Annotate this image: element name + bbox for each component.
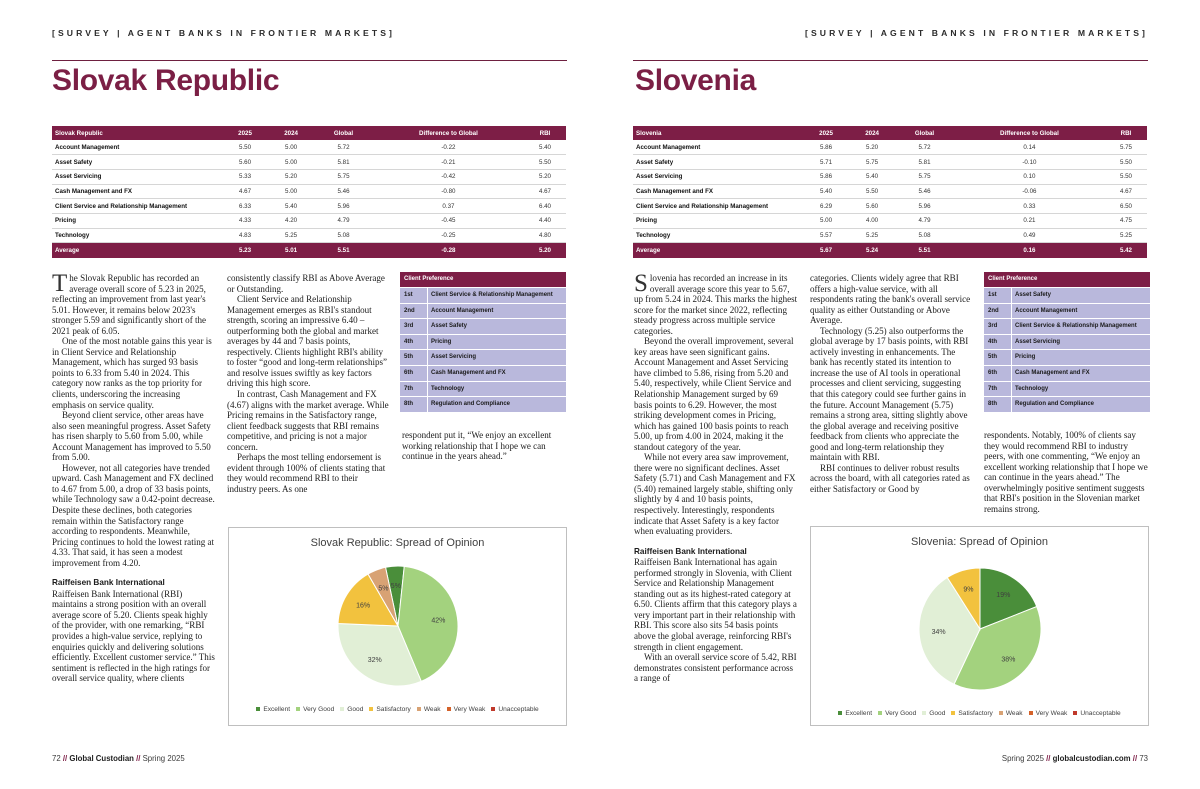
value-cell: 4.83 [222, 228, 268, 243]
preference-row [984, 334, 1150, 350]
legend-item [296, 706, 334, 713]
legend-item [256, 706, 290, 713]
table-row [52, 228, 566, 243]
preference-title: Client Preference [984, 272, 1150, 287]
legend-label: Unacceptable [498, 706, 539, 713]
page-title: Slovenia [635, 64, 756, 97]
paragraph: Technology (5.25) also outperforms the global average by 17 basis points, with RBI actively investing in enhancements. The bank has recently stated its intention to increase the use of AI tools in operational processes and client servicing, suggesting that this category could see further gains in the future. Account Management (5.75) remains a strong area, sitting slightly above the global average and receiving positive feedback from clients who appreciate the good and long-term relationship they maintain with RBI. [810, 325, 969, 463]
rank: 7th [400, 382, 428, 397]
rank-label: Client Service & Relationship Management [1015, 323, 1137, 330]
preference-row [984, 365, 1150, 381]
legend-item [491, 706, 538, 713]
column-header: 2024 [268, 126, 314, 140]
column-header: 2024 [849, 126, 895, 140]
value-cell: 0.14 [954, 140, 1105, 155]
table-header-row [633, 126, 1147, 140]
value-cell: 5.23 [222, 243, 268, 258]
category-cell: Pricing [52, 213, 222, 228]
rank: 4th [400, 335, 428, 350]
survey-header: [SURVEY | AGENT BANKS IN FRONTIER MARKETS] [52, 28, 396, 38]
value-cell: 0.16 [954, 243, 1105, 258]
value-cell: 5.96 [895, 199, 954, 214]
chart-legend [811, 710, 1148, 717]
paragraph: consistently classify RBI as Above Average or Outstanding. [227, 273, 385, 294]
paragraph: Client Service and Relationship Management emerges as RBI's standout strength, scoring an impressive 6.40 – outperforming both the global and market averages by 44 and 7 basis points, respectively. Clients highlight RBI's ability to foster “good and long-term relationships” and resolve issues swiftly as key factors driving this high score. [227, 294, 388, 389]
column-header: Difference to Global [373, 126, 524, 140]
value-cell: 5.25 [849, 228, 895, 243]
category-cell: Asset Safety [52, 155, 222, 170]
preference-row [400, 381, 566, 397]
article-column-3 [984, 430, 1150, 514]
page-number: 73 [1139, 754, 1148, 763]
legend-swatch [878, 711, 882, 715]
value-cell: 5.40 [849, 169, 895, 184]
rank: 1st [984, 288, 1012, 303]
issue-label: Spring 2025 [1001, 754, 1044, 763]
legend-label: Satisfactory [376, 706, 411, 713]
article-column-3 [402, 430, 564, 462]
header-rule [633, 60, 1148, 61]
rank-label: Regulation and Compliance [431, 401, 511, 408]
paragraph: Perhaps the most telling endorsement is evident through 100% of clients stating that they would recommend RBI to their industry peers. As one [227, 452, 386, 494]
preference-row [984, 349, 1150, 365]
chart-title: Slovak Republic: Spread of Opinion [310, 537, 485, 549]
table-row [633, 213, 1147, 228]
legend-swatch [256, 707, 260, 711]
legend-swatch [340, 707, 344, 711]
value-cell: 4.79 [314, 213, 373, 228]
paragraph: Raiffeisen Bank International has again performed strongly in Slovenia, with Client Service and Relationship Management standing out as its highest-rated category at 6.50. Clients affirm that this category plays a very important part in their relationship with RBI. This score also sits 54 basis points above the global average, reinforcing RBI's strength in client engagement. [634, 557, 797, 652]
article-column-2 [810, 273, 974, 494]
paragraph: categories. Clients widely agree that RBI offers a high-value service, with all respondents rating the bank's overall service quality as either Outstanding or Above Average. [810, 273, 971, 326]
paragraph: With an overall service score of 5.42, RBI demonstrates consistent performance across a range of [634, 652, 797, 684]
survey-header: [SURVEY | AGENT BANKS IN FRONTIER MARKETS] [804, 28, 1148, 38]
score-table [633, 126, 1147, 258]
value-cell: -0.21 [373, 155, 524, 170]
rank-label: Cash Management and FX [431, 369, 506, 376]
rank-label: Cash Management and FX [1015, 369, 1090, 376]
paragraph: Beyond client service, other areas have also seen meaningful progress. Asset Safety has risen sharply to 5.60 from 5.00, while Account Management has improved to 5.50 from 5.00. [52, 410, 211, 463]
paragraph: Slovenia has recorded an increase in its overall average score this year to 5.67, up from 5.24 in 2024. This marks the highest score for the market since 2022, reflecting steady progress across multiple service categories. [634, 270, 798, 336]
column-header: 2025 [222, 126, 268, 140]
legend-item [447, 706, 486, 713]
client-preference-box [400, 272, 566, 412]
paragraph: respondent put it, “We enjoy an excellent working relationship that I hope we can continue in the years ahead.” [402, 430, 552, 462]
value-cell: 5.08 [314, 228, 373, 243]
value-cell: 0.10 [954, 169, 1105, 184]
value-cell: 5.20 [524, 169, 566, 184]
issue-label: Spring 2025 [142, 754, 185, 763]
legend-swatch [999, 711, 1003, 715]
value-cell: 5.72 [895, 140, 954, 155]
value-cell: 5.46 [314, 184, 373, 199]
rank-label: Asset Servicing [1015, 338, 1061, 345]
pie-data-label: 38% [1001, 656, 1016, 664]
chart-box-slovakia [228, 527, 567, 726]
rank-label: Asset Safety [431, 323, 468, 330]
table-row [52, 155, 566, 170]
category-cell: Cash Management and FX [52, 184, 222, 199]
value-cell: 5.20 [524, 243, 566, 258]
article-column-1 [634, 270, 798, 684]
pie-data-label: 42% [431, 617, 446, 625]
value-cell: 5.81 [314, 155, 373, 170]
table-row [633, 184, 1147, 199]
paragraph: Beyond the overall improvement, several key areas have seen significant gains. Account Management and Asset Servicing have climbed to 5.86, rising from 5.20 and 5.40, respectively, while Client Service and Relationship Management surged by 69 basis points to 6.29. However, the most striking development comes in Pricing, which has gained 100 basis points to reach 5.00, up from 4.00 in 2024, making it the standout category of the year. [634, 336, 794, 452]
category-cell: Asset Safety [633, 155, 803, 170]
value-cell: 5.75 [314, 169, 373, 184]
website-link[interactable]: globalcustodian.com [1052, 754, 1131, 763]
value-cell: -0.80 [373, 184, 524, 199]
rank: 6th [984, 366, 1012, 381]
category-cell: Account Management [633, 140, 803, 155]
value-cell: 0.49 [954, 228, 1105, 243]
value-cell: 5.25 [1105, 228, 1147, 243]
rank-label: Technology [1015, 385, 1049, 392]
value-cell: 5.46 [895, 184, 954, 199]
legend-swatch [491, 707, 495, 711]
rank: 8th [400, 397, 428, 412]
value-cell: 4.67 [1105, 184, 1147, 199]
value-cell: 5.42 [1105, 243, 1147, 258]
preference-row [400, 349, 566, 365]
legend-item [838, 710, 872, 717]
value-cell: 0.21 [954, 213, 1105, 228]
preference-row [984, 381, 1150, 397]
rank: 4th [984, 335, 1012, 350]
legend-item [1029, 710, 1068, 717]
legend-swatch [296, 707, 300, 711]
paragraph: respondents. Notably, 100% of clients say they would recommend RBI to industry peers, with one commenting, “We enjoy an excellent working relationship that I hope we can continue in the years ahead.” The overwhelmingly positive sentiment suggests that RBI's position in the Slovenian market remains strong. [984, 430, 1148, 514]
legend-swatch [838, 711, 842, 715]
preference-title: Client Preference [400, 272, 566, 287]
legend-swatch [1029, 711, 1033, 715]
value-cell: 5.86 [803, 169, 849, 184]
rank-label: Pricing [431, 338, 452, 345]
value-cell: 5.40 [268, 199, 314, 214]
rank-label: Asset Servicing [431, 354, 477, 361]
value-cell: 6.29 [803, 199, 849, 214]
footer-separator: // [62, 754, 68, 763]
value-cell: 5.72 [314, 140, 373, 155]
pie-chart [337, 565, 459, 687]
chart-legend [229, 706, 566, 713]
category-cell: Average [633, 243, 803, 258]
legend-label: Very Weak [1035, 710, 1068, 717]
rank: 1st [400, 288, 428, 303]
value-cell: 5.60 [222, 155, 268, 170]
value-cell: 5.50 [524, 155, 566, 170]
chart-title: Slovenia: Spread of Opinion [911, 536, 1048, 548]
legend-label: Excellent [263, 706, 291, 713]
preference-row [984, 303, 1150, 319]
legend-swatch [369, 707, 373, 711]
value-cell: 5.33 [222, 169, 268, 184]
value-cell: 5.75 [1105, 140, 1147, 155]
table-header-row [52, 126, 566, 140]
pie-data-label: 32% [367, 657, 382, 665]
drop-cap: T [52, 270, 68, 297]
category-cell: Cash Management and FX [633, 184, 803, 199]
value-cell: 6.33 [222, 199, 268, 214]
article-column-1 [52, 270, 215, 684]
legend-item [922, 710, 945, 717]
legend-swatch [951, 711, 955, 715]
value-cell: 4.75 [1105, 213, 1147, 228]
table-row [52, 199, 566, 214]
pie-chart [918, 567, 1042, 691]
preference-row [984, 318, 1150, 334]
rank: 2nd [984, 304, 1012, 319]
page-footer [1002, 754, 1148, 763]
value-cell: 4.20 [268, 213, 314, 228]
category-cell: Technology [633, 228, 803, 243]
category-cell: Technology [52, 228, 222, 243]
value-cell: 4.80 [524, 228, 566, 243]
page-footer [52, 754, 185, 763]
rank: 5th [400, 350, 428, 365]
value-cell: 5.50 [222, 140, 268, 155]
value-cell: 4.33 [222, 213, 268, 228]
preference-row [984, 396, 1150, 412]
value-cell: 5.00 [268, 155, 314, 170]
table-row [633, 155, 1147, 170]
legend-label: Weak [1005, 710, 1023, 717]
legend-label: Satisfactory [958, 710, 993, 717]
table-row [633, 199, 1147, 214]
category-cell: Client Service and Relationship Management [52, 199, 222, 214]
pie-data-label: 19% [996, 592, 1011, 600]
value-cell: 0.33 [954, 199, 1105, 214]
category-cell: Account Management [52, 140, 222, 155]
legend-label: Unacceptable [1080, 710, 1121, 717]
preference-row [400, 303, 566, 319]
value-cell: 5.20 [268, 169, 314, 184]
publication-name: Global Custodian [69, 754, 134, 763]
value-cell: 5.01 [268, 243, 314, 258]
legend-label: Very Good [303, 706, 335, 713]
table-row [633, 228, 1147, 243]
legend-label: Weak [423, 706, 441, 713]
preference-row [400, 287, 566, 303]
preference-row [984, 287, 1150, 303]
value-cell: 5.81 [895, 155, 954, 170]
table-row [52, 184, 566, 199]
value-cell: 4.79 [895, 213, 954, 228]
value-cell: -0.28 [373, 243, 524, 258]
section-heading: Raiffeisen Bank International [634, 546, 747, 556]
paragraph: In contrast, Cash Management and FX (4.67) aligns with the market average. While Pricing remains in the Satisfactory range, client feedback suggests that RBI remains competitive, and pricing is not a major concern. [227, 389, 389, 452]
value-cell: 5.50 [849, 184, 895, 199]
header-rule [52, 60, 567, 61]
rank: 3rd [984, 319, 1012, 334]
rank: 3rd [400, 319, 428, 334]
legend-item [999, 710, 1023, 717]
value-cell: 5.96 [314, 199, 373, 214]
value-cell: 5.20 [849, 140, 895, 155]
legend-item [1073, 710, 1120, 717]
paragraph: Raiffeisen Bank International (RBI) maintains a strong position with an overall average score of 5.20. Clients speak highly of the provider, with one remarking, “RBI provides a high-value service, replying to enquiries quickly and delivering solutions efficiently. Excellent customer service.” This sentiment is reflected in the high ratings for overall service quality, where clients [52, 588, 215, 684]
value-cell: 5.75 [849, 155, 895, 170]
value-cell: 4.40 [524, 213, 566, 228]
value-cell: 5.24 [849, 243, 895, 258]
value-cell: 5.67 [803, 243, 849, 258]
value-cell: 6.40 [524, 199, 566, 214]
footer-separator: // [1046, 754, 1051, 763]
category-cell: Asset Servicing [633, 169, 803, 184]
rank-label: Regulation and Compliance [1015, 401, 1095, 408]
pie-data-label: 5% [390, 582, 401, 590]
chart-box-slovenia [810, 526, 1149, 726]
paragraph: However, not all categories have trended upward. Cash Management and FX declined to 4.67 from 5.00, a drop of 33 basis points, while Technology saw a 0.42-point decrease. Despite these declines, both categories remain within the Satisfactory range according to respondents. Meanwhile, Pricing continues to hold the lowest rating at 4.33. That said, it has seen a modest improvement from 4.20. [52, 462, 215, 568]
category-cell: Asset Servicing [52, 169, 222, 184]
value-cell: 5.86 [803, 140, 849, 155]
paragraph: The Slovak Republic has recorded an average overall score of 5.23 in 2025, reflecting an improvement from last year's 5.01. However, it remains below 2023's stronger 5.59 and significantly short of the 2021 peak of 6.05. [52, 270, 207, 336]
paragraph: RBI continues to deliver robust results across the board, with all categories rated as either Satisfactory or Good by [810, 462, 970, 494]
value-cell: -0.45 [373, 213, 524, 228]
legend-swatch [1073, 711, 1077, 715]
column-header: Difference to Global [954, 126, 1105, 140]
legend-item [340, 706, 363, 713]
value-cell: 5.51 [895, 243, 954, 258]
value-cell: 5.40 [524, 140, 566, 155]
legend-label: Good [347, 706, 364, 713]
value-cell: -0.22 [373, 140, 524, 155]
rank: 2nd [400, 304, 428, 319]
table-row [52, 140, 566, 155]
value-cell: 5.00 [803, 213, 849, 228]
rank-label: Account Management [431, 307, 494, 314]
column-header: Global [314, 126, 373, 140]
drop-cap: S [634, 270, 648, 297]
value-cell: -0.25 [373, 228, 524, 243]
paragraph: While not every area saw improvement, there were no significant declines. Asset Safety (5.71) and Cash Management and FX (5.40) remained largely stable, shifting only slightly by 4 and 10 basis points, respectively. Interestingly, respondents indicate that Asset Safety is a key factor when evaluating providers. [634, 452, 796, 537]
score-table [52, 126, 566, 258]
average-row [52, 243, 566, 258]
legend-item [878, 710, 916, 717]
value-cell: 0.37 [373, 199, 524, 214]
rank: 8th [984, 397, 1012, 412]
column-header: Global [895, 126, 954, 140]
value-cell: 4.00 [849, 213, 895, 228]
category-cell: Average [52, 243, 222, 258]
preference-row [400, 396, 566, 412]
value-cell: 5.71 [803, 155, 849, 170]
legend-swatch [447, 707, 451, 711]
section-heading: Raiffeisen Bank International [52, 578, 165, 588]
value-cell: 5.08 [895, 228, 954, 243]
table-row [52, 169, 566, 184]
column-header: 2025 [803, 126, 849, 140]
pie-data-label: 16% [356, 602, 371, 610]
value-cell: 4.67 [222, 184, 268, 199]
legend-label: Very Weak [453, 706, 486, 713]
client-preference-box [984, 272, 1150, 412]
legend-item [951, 710, 992, 717]
value-cell: -0.42 [373, 169, 524, 184]
rank-label: Asset Safety [1015, 292, 1052, 298]
value-cell: 5.25 [268, 228, 314, 243]
column-header: Slovak Republic [52, 126, 222, 140]
value-cell: 5.00 [268, 140, 314, 155]
column-header: Slovenia [633, 126, 803, 140]
category-cell: Client Service and Relationship Management [633, 199, 803, 214]
preference-row [400, 334, 566, 350]
article-column-2 [227, 273, 389, 494]
value-cell: -0.06 [954, 184, 1105, 199]
preference-row [400, 365, 566, 381]
footer-separator: // [136, 754, 141, 763]
value-cell: 6.50 [1105, 199, 1147, 214]
pie-data-label: 5% [378, 585, 389, 593]
table-row [633, 169, 1147, 184]
legend-label: Good [929, 710, 946, 717]
legend-swatch [417, 707, 421, 711]
preference-row [400, 318, 566, 334]
rank: 6th [400, 366, 428, 381]
value-cell: 5.75 [895, 169, 954, 184]
rank-label: Client Service & Relationship Management [431, 292, 553, 298]
value-cell: 5.50 [1105, 155, 1147, 170]
right-page [600, 0, 1200, 789]
category-cell: Pricing [633, 213, 803, 228]
value-cell: 5.60 [849, 199, 895, 214]
pie-data-label: 9% [963, 586, 974, 594]
rank-label: Technology [431, 385, 465, 392]
value-cell: 5.57 [803, 228, 849, 243]
page-number: 72 [52, 754, 61, 763]
value-cell: 5.00 [268, 184, 314, 199]
legend-label: Very Good [885, 710, 917, 717]
rank: 5th [984, 350, 1012, 365]
rank-label: Account Management [1015, 307, 1078, 314]
pie-data-label: 34% [931, 629, 946, 637]
value-cell: 5.50 [1105, 169, 1147, 184]
value-cell: 4.67 [524, 184, 566, 199]
legend-item [417, 706, 441, 713]
legend-swatch [922, 711, 926, 715]
paragraph: One of the most notable gains this year is in Client Service and Relationship Management, which has surged 93 basis points to 6.33 from 5.40 in 2024. This category now ranks as the top priority for clients, underscoring the increasing emphasis on service quality. [52, 336, 212, 410]
value-cell: -0.10 [954, 155, 1105, 170]
average-row [633, 243, 1147, 258]
column-header: RBI [1105, 126, 1147, 140]
rank-label: Pricing [1015, 354, 1036, 361]
table-row [52, 213, 566, 228]
column-header: RBI [524, 126, 566, 140]
legend-label: Excellent [845, 710, 873, 717]
footer-separator: // [1132, 754, 1138, 763]
legend-item [369, 706, 410, 713]
table-row [633, 140, 1147, 155]
value-cell: 5.51 [314, 243, 373, 258]
value-cell: 5.40 [803, 184, 849, 199]
rank: 7th [984, 382, 1012, 397]
page-title: Slovak Republic [52, 64, 280, 97]
